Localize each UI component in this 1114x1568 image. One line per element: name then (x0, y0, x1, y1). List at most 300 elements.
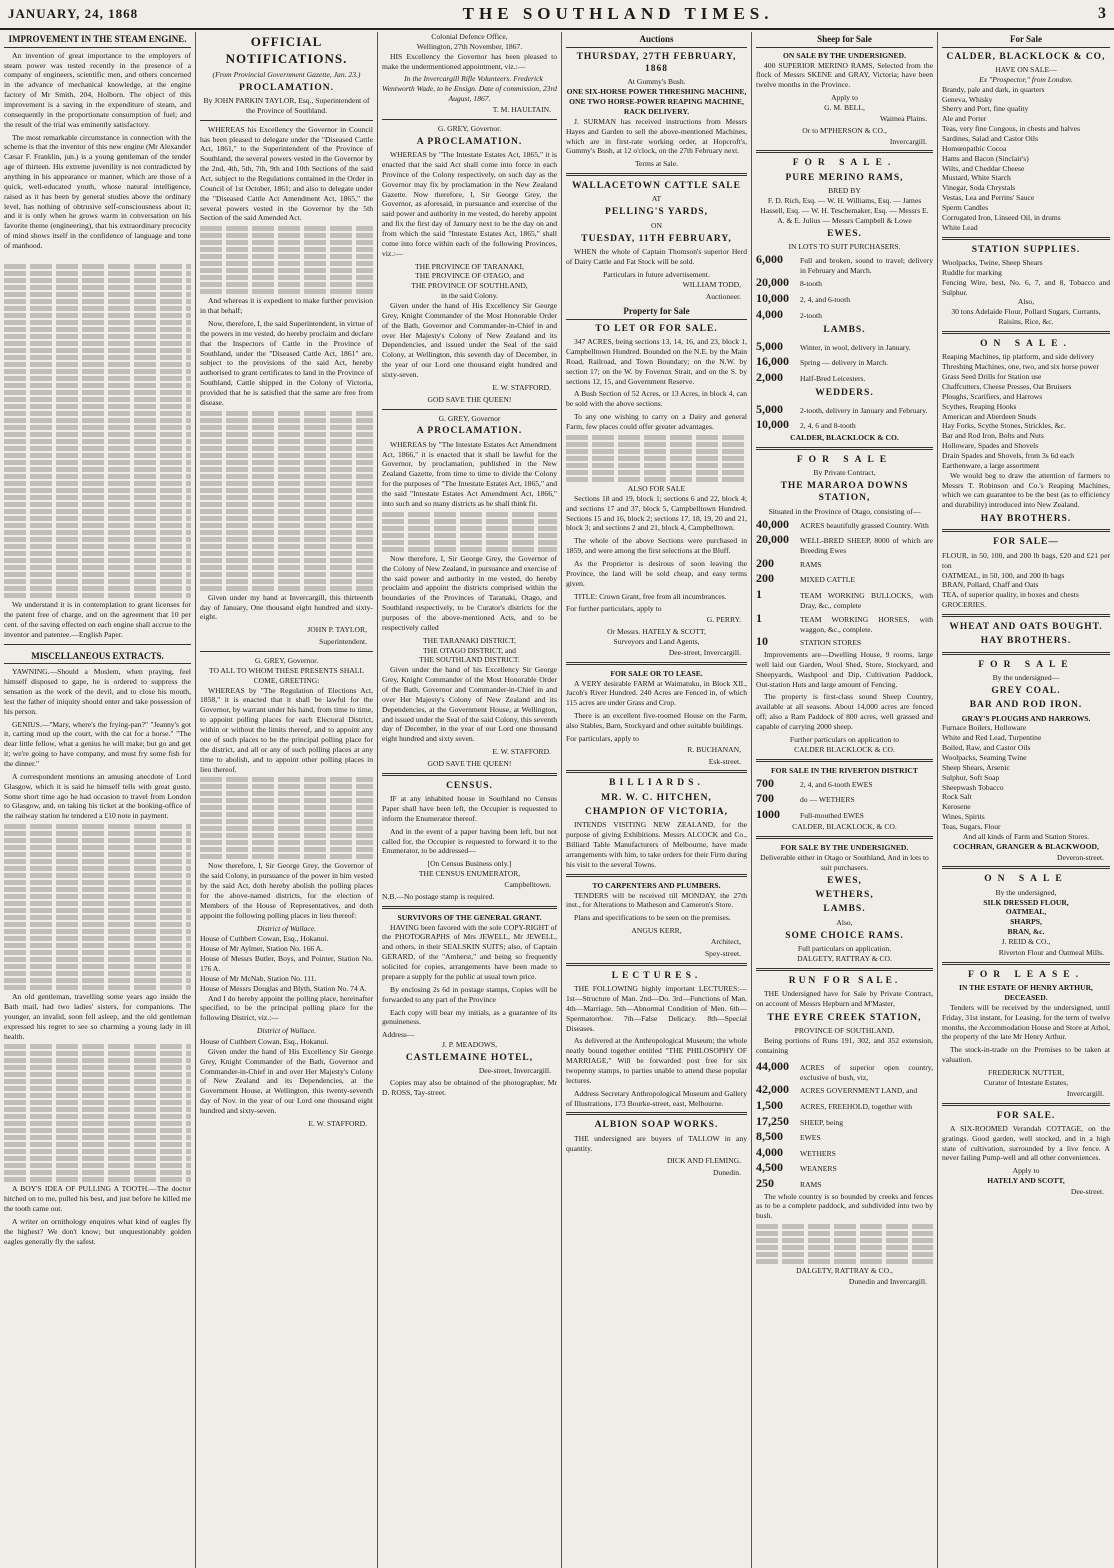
breeders: F. D. Rich, Esq. — W. H. Williams, Esq. — James Hassell, Esq. — W. H. Teschemaker, Esq. — Messrs E. A. & E. Julius — Messrs Campbell & Lowe (760, 195, 929, 225)
stock-row (756, 307, 933, 323)
stock-desc: TEAM WORKING BULLOCKS, with Dray, &c., complete (800, 591, 933, 610)
ad-line: Also, (836, 917, 853, 927)
province: in the said Colony. (441, 291, 498, 301)
ad-heading: FOR SALE (978, 659, 1074, 670)
ad-paragraph: Being portions of Runs 191, 302, and 352 extension, containing (756, 1035, 933, 1055)
goods-item: Scythes, Reaping Hooks (942, 401, 1017, 411)
stock-desc: ACRES of superior open country, exclusive of bush, viz, (800, 1062, 933, 1082)
ad-line: Deliverable either in Otago or Southland, And in lots to suit purchasers. (760, 853, 929, 872)
ad-heading: THE MARAROA DOWNS STATION, (780, 480, 909, 504)
article-paragraph: YAWNING.—Should a Moslem, when praying, feel himself disposed to gape, he is ordered to suppress the sensation as the work of the devil, and to close his mouth, lest the father of iniquity should enter and take possession of his person. (4, 667, 191, 716)
ad-address: Dee-street, Invercargill. (668, 647, 741, 657)
ad-heading: THE EYRE CREEK STATION, (767, 1012, 922, 1023)
proclamation-heading: PROCLAMATION. (239, 82, 334, 93)
stock-count: 20,000 (756, 532, 789, 547)
ad-paragraph: Copies may also be obtained of the photographer, Mr D. ROSS, Tay-street. (382, 1078, 557, 1097)
ad-paragraph: The stock-in-trade on the Premises to be taken at valuation. (942, 1045, 1110, 1065)
ad-paragraph: The property is first-class sound Sheep Country, available at all seasons. About 14,000 acres are fenced off; also a Ram Paddock of 800 acres, well grassed and capable of carrying 2000 sheep. (756, 692, 933, 732)
riverton-list (756, 776, 933, 823)
ad-line: Apply to (831, 93, 858, 103)
stock-desc: WEANERS (800, 1164, 837, 1174)
goods-item: Chaffcutters, Cheese Presses, Oat Bruisers (942, 381, 1072, 391)
stock-count: 10,000 (756, 417, 789, 432)
ad-heading: PROVINCE OF SOUTHLAND. (794, 1026, 895, 1036)
goods-item: Sheep Shears, Arsenic (942, 762, 1010, 772)
census-address: THE CENSUS ENUMERATOR, (418, 869, 521, 879)
ad-paragraph: Plans and specifications to be seen on the premises. (574, 913, 731, 923)
appointment: In the Invercargill Rifle Volunteers. Frederick Wentworth Wade, to be Ensign. Date of commission, 23rd August, 1867. (382, 74, 557, 104)
ad-line: Apply to (1012, 1166, 1040, 1176)
ad-name: DICK AND FLEMING. (666, 1156, 741, 1166)
ad-item: EWES, (827, 875, 862, 886)
ad-heading: ALBION SOAP WORKS. (594, 1120, 719, 1131)
column-4 (562, 32, 752, 1568)
stock-row (756, 1129, 933, 1145)
ad-name: COCHRAN, GRANGER & BLACKWOOD, (953, 841, 1099, 851)
census-paragraph: IF at any inhabited house in Southland no Census Paper shall have been left, the Occupier is requested to inform the Enumerator thereof. (382, 794, 557, 823)
goods-item: Mustard, White Starch (942, 173, 1011, 183)
stock-row (756, 634, 933, 650)
polling-place: House of Mr Aylmer, Station No. 166 A. (200, 944, 324, 954)
stock-desc: Full-mouthed EWES (800, 810, 864, 820)
goods-item: Earthenware, a large assortment (942, 460, 1040, 470)
stock-desc: ACRES GOVERNMENT LAND, and (800, 1086, 918, 1096)
goods-item: Sheepwash Tobacco (942, 782, 1004, 792)
stock-count: 1000 (756, 806, 780, 821)
ad-paragraph: We would beg to draw the attention of farmers to Messrs T. Robinson and Co.'s Reaping Machines, which we can guarantee to be the best (as to efficiency and durability) introduced into New Zealand. (942, 470, 1110, 510)
station-list (756, 517, 933, 651)
ad-heading: CHAMPION OF VICTORIA, (584, 807, 728, 818)
goods-item: Sulphur, Soft Soap (942, 772, 1000, 782)
stock-row (756, 417, 933, 433)
ad-paragraph: J. SURMAN has received instructions from Messrs Hayes and Garden to sell the above-mentioned Machines, which are in first-rate working order, at Hopcroft's, Gummy's Bush, at 12 o'clock, on the 27th February next. (566, 116, 747, 156)
goods-item: Ploughs, Scarifiers, and Harrows (942, 391, 1043, 401)
ad-item: OATMEAL, (1005, 907, 1047, 917)
office-name: Colonial Defence Office, (431, 32, 508, 41)
notice-paragraph: And whereas it is expedient to make further provision in that behalf; (200, 296, 373, 316)
ad-paragraph: As the Proprietor is desirous of soon leaving the Province, the land will be sold cheap, and easy terms given. (566, 558, 747, 588)
ad-heading: WALLACETOWN CATTLE SALE (572, 181, 741, 192)
ad-address: Invercargill. (889, 136, 927, 146)
stock-count: 200 (756, 555, 774, 570)
polling-place: House of Messrs Douglas and Blyth, Station No. 74 A. (200, 983, 367, 993)
ad-line: By the undersigned, (995, 887, 1057, 897)
ad-item: GRAY'S PLOUGHS AND HARROWS. (961, 713, 1091, 723)
ad-name: G. M. BELL, (824, 102, 865, 112)
goods-item: Kerosene (942, 802, 971, 812)
article-paragraph: An invention of great importance to the employers of steam power was tested recently in the presence of a company of engineers, scientific men, and others concerned in the advance of mechanical knowledge, at the engine factory of Mr Smith, 204, Holborn. The object of this improvement is a saving in the expenditure of steam, and consequently in the proportionate consumption of fuel; and the result of the trial was eminently satisfactory. (4, 50, 191, 129)
goods-item: American and Aberdeen Snuds (942, 411, 1037, 421)
stock-row (756, 807, 933, 823)
ad-paragraph: WHEN the whole of Captain Thomson's superior Herd of Dairy Cattle and Fat Stock will be sold. (566, 246, 747, 266)
ad-heading: TUESDAY, 11TH FEBRUARY, (581, 233, 732, 244)
ad-name: CALDER BLACKLOCK & CO. (794, 744, 895, 754)
stock-desc: Full and broken, sound to travel; delivery in February and March. (800, 255, 933, 275)
ad-name: ANGUS KERR, (631, 926, 682, 936)
goods-item: Hay Forks, Scythe Stones, Strickles, &c. (942, 421, 1066, 431)
signature: E. W. STAFFORD. (492, 382, 551, 392)
article-paragraph: GENIUS.—"Mary, where's the frying-pan?" "Jeanny's got it, carting mud up the court, with the cat for a horse." "The dear little fellow, what a genius he will make; but go and get it; we're going to have company, and must fry some fish for the dinner." (4, 719, 191, 768)
ad-line: BRED BY (828, 186, 861, 196)
stock-row (756, 791, 933, 807)
ad-address: Riverton Flour and Oatmeal Mills. (998, 947, 1104, 957)
stock-count: 700 (756, 791, 774, 806)
district: THE SOUTHLAND DISTRICT. (419, 655, 520, 665)
ad-item: GREY COAL. (991, 685, 1061, 696)
goods-item: Drain Spades and Shovels, from 3s 6d each (942, 450, 1075, 460)
lambs-list (756, 339, 933, 386)
ad-title: Surveyors and Land Agents, (613, 636, 700, 646)
ad-line: AT (651, 194, 662, 204)
stock-row (756, 1160, 933, 1176)
notice-paragraph: Now therefore, I, Sir George Grey, the Governor of the Colony of New Zealand, in pursuance and exercise of the said power and authority in me vested, do hereby proclaim and appoint the districts comprised within the boundaries of the Provinces of Taranaki, Otago, and Southland respectively, to be Curator's districts for the purposes of the above-mentioned Acts, and to be respectively called (382, 553, 557, 632)
ad-paragraph: THE FOLLOWING highly important LECTURES:—1st—Structure of Man. 2nd—Do. 3rd—Functions of Man. 4th—Marriage. 5th—Abnormal Condition of Men. 6th—Spermatorrhoe. 7th—False Delicacy. 8th—Special Diseases. (566, 984, 747, 1033)
ad-heading: MR. W. C. HITCHEN, (601, 792, 712, 803)
ad-paragraph: There is an excellent five-roomed House on the Farm, also Stables, Barn, Stockyard and other suitable buildings. (566, 711, 747, 730)
stock-desc: 2, 4, 6 and 8-tooth (800, 421, 856, 431)
ad-item: BAR AND ROD IRON. (969, 700, 1083, 711)
auction-item: ONE SIX-HORSE POWER THRESHING MACHINE, ONE TWO HORSE-POWER REAPING MACHINE, RACK DELIVERY. (566, 87, 747, 116)
ad-paragraph: 400 SUPERIOR MERINO RAMS, Selected from the flock of Messrs SKENE and GRAY, Victoria; have been twelve months in the Province. (756, 60, 933, 90)
article-paragraph: An old gentleman, travelling some years ago inside the Bath mail, had two ladies' sisters, for companions. The younger, an invalid, soon fell asleep, and the old gentleman expressed his regret to see so charming a young lady in ill health. (4, 992, 191, 1041)
stock-count: 1,500 (756, 1097, 783, 1112)
stock-row (756, 611, 933, 635)
goods-item: Woolpacks, Twine, Sheep Shears (942, 257, 1043, 267)
ad-heading: PURE MERINO RAMS, (785, 172, 904, 183)
goods-item: Vestas, Lea and Perrins' Sauce (942, 193, 1035, 203)
stock-desc: RAMS (800, 1179, 822, 1189)
goods-item: Grass Seed Drills for Station use (942, 372, 1042, 382)
ad-name: DALGETY, RATTRAY & CO. (797, 953, 892, 963)
stock-count: 44,000 (756, 1058, 789, 1073)
stock-count: 17,250 (756, 1113, 789, 1128)
ad-line: By the undersigned— (992, 672, 1060, 682)
ad-item: SHARPS, (1010, 917, 1042, 927)
goods-list (942, 551, 1110, 610)
polling-place: House of Messrs Butler, Boys, and Pointer, Station No. 176 A. (200, 954, 373, 973)
goods-item: Geneva, Whisky (942, 94, 993, 104)
stock-desc: 2-tooth (800, 310, 822, 320)
stock-desc: 2, 4, and 6-tooth (800, 295, 850, 305)
stock-desc: ACRES beautifully grassed Country. With (800, 520, 929, 530)
stock-count: 5,000 (756, 401, 783, 416)
page-number: 3 (1097, 5, 1106, 22)
goods-list (942, 85, 1110, 233)
goods-item: Homœopathic Cocoa (942, 143, 1007, 153)
ad-line: Terms at Sale. (634, 159, 679, 169)
ad-name: CALDER, BLACKLOCK, & CO. (792, 822, 897, 832)
ad-line: Address— (382, 1030, 415, 1040)
ad-paragraph: Sections 18 and 19, block 1; sections 6 and 22, block 4; and sections 17 and 37, block 5, Campbelltown Hundred. Sections 15 and 16, block 2; sections 17, 18, 19, 20 and 21, block 3; and sections 2 and 21, block 4, Campbelltown. (566, 493, 747, 533)
signature: T. M. HAULTAIN. (492, 105, 551, 115)
census-address: Campbelltown. (504, 880, 551, 890)
stock-desc: STATION STORES (800, 638, 862, 648)
stock-row (756, 571, 933, 587)
ad-name: R. BUCHANAN, (687, 744, 741, 754)
section-title: OFFICIAL NOTIFICATIONS. (225, 34, 348, 66)
proclamation-byline: By JOHN PARKIN TAYLOR, Esq., Superintendent of the Province of Southland. (203, 95, 370, 115)
ad-heading: BILLIARDS. (609, 778, 704, 789)
goods-item: FLOUR, in 50, 100, and 200 lb bags, £20 and £21 per ton (942, 550, 1110, 570)
ad-paragraph: A SIX-ROOMED Verandah COTTAGE, on the gratings. Good garden, well stocked, and in a high state of cultivation, surrounded by a live fence. A never failing Pump-well and all other conveniences. (942, 1123, 1110, 1163)
stock-row (756, 370, 933, 386)
greeting-line: TO ALL TO WHOM THESE PRESENTS SHALL COME, GREETING: (208, 665, 365, 685)
ad-name: CALDER, BLACKLOCK & CO. (790, 432, 899, 442)
goods-list (942, 352, 1110, 470)
goods-item: Vinegar, Soda Chrystals (942, 183, 1016, 193)
ad-paragraph: HAVING been favored with the sole COPY-RIGHT of the PHOTOGRAPHS of Mrs JEWELL, Mr JEWELL, and others, in their SEALSKIN SUITS; also, of Captain GERARD, of the "Amherst," and being so frequently solicited for copies, arrangements have been made to prepare a supply for the public at usual town price. (382, 922, 557, 981)
stock-desc: WELL-BRED SHEEP, 8000 of which are Breeding Ewes (800, 536, 933, 555)
ad-line: Particulars in future advertisement. (603, 269, 710, 279)
goods-item: Sherry and Port, fine quality (942, 104, 1029, 114)
ad-line: ON (651, 220, 662, 230)
ad-address: Dunedin. (712, 1168, 741, 1178)
ewes-list (756, 252, 933, 323)
notice-paragraph: Now, therefore, I, the said Superintendent, in virtue of the powers in me vested, do hereby proclaim and declare that the Inspectors of Cattle in the Province of Southland, under the "Diseased Cattle Act, 1861" are, subject to the provisions of the said Act, hereby authorised to grant certificates to land in the Province of Southland, Cattle shipped in the Colony of Victoria, provided that he is satisfied that the same are free from disease. (200, 319, 373, 407)
ad-address: Spey-street. (704, 948, 741, 958)
ad-item: WETHERS, (815, 890, 874, 901)
ad-paragraph: TITLE: Crown Grant, free from all incumbrances. (574, 591, 727, 601)
ad-line: By Private Contract, (813, 468, 876, 478)
stock-desc: ACRES, FREEHOLD, together with (800, 1101, 913, 1111)
ad-line: And all kinds of Farm and Station Stores. (962, 831, 1090, 841)
stock-row (756, 354, 933, 370)
columns (0, 32, 1114, 1568)
stock-count: 5,000 (756, 338, 783, 353)
ad-line: IN LOTS TO SUIT PURCHASERS. (788, 241, 901, 251)
god-save-queen: GOD SAVE THE QUEEN! (427, 394, 512, 404)
office-date: Wellington, 27th November, 1867. (416, 41, 523, 51)
god-save-queen: GOD SAVE THE QUEEN! (427, 758, 512, 768)
stock-row (756, 291, 933, 307)
ad-item: SILK DRESSED FLOUR, (983, 897, 1069, 907)
ad-paragraph: By enclosing 2s 6d in postage stamps, Copies will be forwarded to any part of the Province (382, 984, 557, 1004)
ad-line: 30 tons Adelaide Flour, Pollard Sugars, Currants, Raisins, Rice, &c. (951, 307, 1101, 327)
wedders-list (756, 402, 933, 433)
ad-item: BRAN, &c. (1007, 927, 1045, 937)
ad-heading: FOR SALE (796, 454, 893, 465)
ad-address: Waimea Plains. (879, 113, 927, 123)
goods-item: BRAN, Pollard, Chaff and Oats (942, 580, 1039, 590)
stock-count: 10 (756, 634, 768, 649)
stock-desc: EWES (800, 1133, 821, 1143)
ad-line: HAVE ON SALE— (995, 65, 1057, 75)
stock-desc: RAMS (800, 559, 822, 569)
section-heading: Property for Sale (566, 304, 747, 320)
stock-desc: MIXED CATTLE (800, 575, 856, 585)
notice-paragraph: WHEREAS by "The Intestate Estates Act, 1865," it is enacted that the said Act shall come into force in each Province of the Colony respectively, on such day as the Governor may fix by proclamation in the New Zealand Gazette. Now therefore, I, Sir George Grey, the Governor, as aforesaid, in pursuance and exercise of the said power and authority in me vested, do hereby appoint and fix the first day of January next to be the day on and from which the said "Intestate Estates Act, 1865," shall come into force within each of the following Provinces, viz.:— (382, 150, 557, 258)
notice-paragraph: Now therefore, I, Sir George Grey, the Governor of the said Colony, in pursuance of the power in him vested by the said Act, doth hereby abolish the polling places for the above-named districts, for the election of Members of the House of Representatives, and doth appoint the following polling places in lieu thereof: (200, 861, 373, 920)
stock-count: 4,000 (756, 306, 783, 321)
district: THE OTAGO DISTRICT, and (423, 645, 516, 655)
ad-title: Curator of Intestate Estates, (983, 1077, 1069, 1087)
notice-paragraph: HIS Excellency the Governor has been pleased to make the undermentioned appointment, viz.:— (382, 51, 557, 71)
ad-heading: WEDDERS. (815, 388, 874, 399)
stock-row (756, 1059, 933, 1083)
stock-row (756, 402, 933, 418)
ad-title: Architect, (710, 937, 741, 947)
section-heading: Sheep for Sale (756, 32, 933, 48)
goods-item: Holloware, Spades and Shovels (942, 441, 1039, 451)
ad-name: WILLIAM TODD, (682, 280, 741, 290)
goods-item: Boiled, Raw, and Castor Oils (942, 743, 1031, 753)
ad-name: HAY BROTHERS. (980, 636, 1072, 647)
ad-paragraph: To any one wishing to carry on a Dairy and general Farm, few places could offer greater advantages. (566, 412, 747, 432)
ad-heading: FOR SALE. (792, 158, 897, 169)
census-note: N.B.—No postage stamp is required. (382, 891, 495, 901)
stock-row (756, 1098, 933, 1114)
stock-row (756, 1114, 933, 1130)
notice-paragraph: Given under the hand of His Excellency Sir George Grey, Knight Commander of the Bath, Governor and Commander-in-Chief in and over Her Majesty's Colony of New Zealand and its Dependencies, at the Government House, at Wellington, this twenty-seventh day of Nov. in the year of our Lord one thousand eight hundred and sixty-seven. (200, 1046, 373, 1115)
signature: E. W. STAFFORD. (492, 747, 551, 757)
ad-heading: FOR SALE. (996, 1110, 1056, 1121)
ad-paragraph: INTENDS VISITING NEW ZEALAND, for the purpose of giving Exhibitions. Messrs ALCOCK and Co., Billiard Table Manufacturers of Melbourne, have made arrangements with him, to take orders for their Firm during his visit to the several Towns. (566, 820, 747, 869)
goods-item: Furnace Boilers, Holloware (942, 723, 1027, 733)
goods-item: Teas, Sugars, Flour (942, 821, 1001, 831)
goods-item: White and Red Lead, Turpentine (942, 733, 1042, 743)
goods-item: TEA, of superior quality, in boxes and chests (942, 590, 1079, 600)
article-title: IMPROVEMENT IN THE STEAM ENGINE. (4, 32, 191, 48)
polling-place: House of Mr McNab, Station No. 111. (200, 973, 317, 983)
stock-count: 40,000 (756, 516, 789, 531)
ad-heading: FOR SALE— (993, 537, 1059, 548)
ad-item: LAMBS. (823, 904, 866, 915)
column-1 (0, 32, 196, 1568)
signature: JOHN P. TAYLOR, (307, 625, 367, 635)
ad-address: Invercargill. (1066, 1088, 1104, 1098)
stock-row (756, 1082, 933, 1098)
ad-heading: CALDER, BLACKLOCK & CO, (946, 51, 1106, 62)
illegible-text (4, 254, 191, 262)
ad-heading: LECTURES. (611, 970, 702, 981)
ad-title: Auctioneer. (705, 292, 741, 302)
goods-item: Hams and Bacon (Sinclair's) (942, 153, 1029, 163)
goods-item: Woolpacks, Seaming Twine (942, 752, 1027, 762)
stock-count: 200 (756, 571, 774, 586)
ad-line: For further particulars, apply to (566, 604, 662, 614)
goods-item: Ruddle for marking (942, 267, 1002, 277)
article-paragraph: A correspondent mentions an amusing anecdote of Lord Glasgow, which it is said he himself tells with great gusto. Some short time ago he had occasion to travel from London to Glasgow, and, on taking his ticket at the booking-office of the railway station he tendered a £10 note in payment. (4, 771, 191, 821)
ad-name: J. P. MEADOWS, (441, 1040, 498, 1050)
column-2 (196, 32, 378, 1568)
stock-count: 4,000 (756, 1144, 783, 1159)
stock-count: 4,500 (756, 1160, 783, 1175)
ad-heading: FOR SALE BY THE UNDERSIGNED. (780, 843, 909, 853)
ad-address: Dee-street, Invercargill. (478, 1066, 551, 1076)
ad-name: Or Messrs. HATELY & SCOTT, (607, 627, 706, 637)
ad-heading: EWES. (827, 228, 862, 239)
stock-desc: do — WETHERS (800, 795, 855, 805)
stock-count: 2,000 (756, 369, 783, 384)
ad-paragraph: Address Secretary Anthropological Museum and Gallery of Illustrations, 173 Bourke-street, east, Melbourne. (566, 1088, 747, 1108)
ad-heading: LAMBS. (823, 325, 866, 336)
ad-heading: ON SALE (984, 874, 1068, 885)
auction-place: At Gummy's Bush. (627, 77, 686, 87)
stock-row (756, 556, 933, 572)
stock-desc: 2, 4, and 6-tooth EWES (800, 779, 873, 789)
ad-address: Dee-street. (1070, 1187, 1104, 1197)
ad-paragraph: The whole of the above Sections were purchased in 1859, and were among the first selections at the Bluff. (566, 536, 747, 556)
stock-count: 700 (756, 775, 774, 790)
goods-item: Wilts, and Cheddar Cheese (942, 163, 1025, 173)
stock-count: 1 (756, 587, 762, 602)
signature: E. W. STAFFORD. (308, 1118, 367, 1128)
ad-line: IN THE ESTATE OF HENRY ARTHUR, DECEASED. (959, 983, 1093, 1002)
goods-item: Teas, very fine Congous, in chests and halves (942, 124, 1081, 134)
ad-paragraph: As delivered at the Anthropological Museum; the whole neatly bound together entitled "THE PHILOSOPHY OF MARRIAGE," Will be forwarded post free for six twopenny stamps, to parties unable to attend these popular lectures. (566, 1036, 747, 1085)
ad-paragraph: Improvements are—Dwelling House, 9 rooms, large well laid out Garden, Wool Shed, Store, Stockyard, and Sheepyards, Washpool and Dip, Cultivation Paddock, Out-station Huts and large amount of Fencing. (756, 650, 933, 689)
stock-row (756, 587, 933, 611)
stock-desc: WETHERS (800, 1148, 836, 1158)
auction-date: THURSDAY, 27TH FEBRUARY, 1868 (576, 51, 737, 75)
article-paragraph: A BOY'S IDEA OF PULLING A TOOTH.—The doctor hitched on to me, pulled his best, and just before he killed me the tooth came out. (4, 1184, 191, 1214)
column-6 (938, 32, 1114, 1568)
notice-paragraph: WHEREAS by "The Intestate Estates Act Amendment Act, 1866," it is enacted that it shall be lawful for the Governor, by proclamation, published in the New Zealand Gazette, from time to time to divide the Colony for the purposes of "The Intestate Estates Act, 1865," and the said "Intestate Estates Act Amendment Act, 1866," into such and so many districts as he shall think fit. (382, 439, 557, 508)
stock-row (756, 1145, 933, 1161)
eyre-list (756, 1059, 933, 1192)
province: THE PROVINCE OF OTAGO, and (415, 271, 524, 281)
column-3 (378, 32, 562, 1568)
stock-row (756, 776, 933, 792)
notice-paragraph: WHEREAS by "The Regulation of Elections Act, 1858," it is enacted that it shall be lawful for the Governor, by warrant under his hand, from time to time, to appoint polling places for each Electoral District, within or without the limits thereof, and to appoint any one of such places to be the principal polling place for the district, and all or any of such polling places at any time to abolish, and to appoint other polling places in lieu thereof. (200, 685, 373, 774)
stock-count: 42,000 (756, 1082, 789, 1097)
article-paragraph: A writer on ornithology enquires what kind of eagles fly the highest? We don't know; but unquestionably golden eagles generally fly the safest. (4, 1217, 191, 1246)
goods-list (942, 723, 1110, 831)
ad-line: Full particulars on application. (797, 943, 892, 953)
ad-paragraph: A VERY desirable FARM at Waimatuku, in Block XII., Jacob's River Hundred. 240 Acres are Fenced in, of which 115 acres are under Grass and Crop. (566, 678, 747, 708)
district-heading: District of Wallace. (257, 1026, 316, 1036)
ad-paragraph: THE Undersigned have for Sale by Private Contract, on account of Messrs Hepburn and M'Master, (756, 989, 933, 1008)
ad-heading: RUN FOR SALE. (788, 975, 901, 986)
stock-count: 16,000 (756, 354, 789, 369)
district-heading: District of Wallace. (257, 923, 316, 933)
stock-row (756, 532, 933, 556)
ad-heading: PELLING'S YARDS, (605, 207, 708, 218)
governor-line: G. GREY, Governor (438, 413, 501, 423)
ad-heading: STATION SUPPLIES. (971, 244, 1081, 255)
goods-item: Reaping Machines, tip platform, and side delivery (942, 352, 1095, 362)
ad-line: Ex "Prospector," from London. (979, 74, 1073, 84)
goods-item: Sperm Candles (942, 203, 989, 213)
ad-paragraph: 347 ACRES, being sections 13, 14, 16, and 23, block 1, Campbelltown Hundred. Bounded on the N.E. by the Main Road, Railroad, and Town Boundary; on the N.W. by section 17; on the W. by Fovenux Strait, and on the S. by sections 12, 15, and Government Reserve. (566, 337, 747, 386)
ad-paragraph: TENDERS will be received till MONDAY, the 27th inst., for Alterations to Matheson and Cameron's Store. (566, 890, 747, 910)
stock-desc: TEAM WORKING HORSES, with waggon, &c., complete. (800, 614, 933, 634)
stock-count: 250 (756, 1175, 774, 1190)
column-5 (752, 32, 938, 1568)
province: THE PROVINCE OF SOUTHLAND, (411, 281, 528, 291)
ad-heading: WHEAT AND OATS BOUGHT. (949, 621, 1103, 632)
goods-item: OATMEAL, in 50, 100, and 200 lb bags (942, 570, 1065, 580)
ad-name: HAY BROTHERS. (980, 514, 1072, 525)
goods-item: Wines, Spirits (942, 812, 985, 822)
ad-heading: SURVIVORS OF THE GENERAL GRANT. (397, 912, 542, 922)
gazette-source: (From Provincial Government Gazette, Jan. 23.) (212, 69, 361, 79)
polling-place: House of Cuthbert Cowan, Esq., Hokanui. (200, 1036, 329, 1046)
goods-item: Threshing Machines, one, two, and six horse power (942, 362, 1099, 372)
ad-line: Situated in the Province of Otago, consisting of— (768, 506, 921, 516)
ad-address: Deveron-street. (1056, 852, 1104, 862)
signature-title: Superintendent. (319, 637, 367, 647)
stock-row (756, 252, 933, 276)
notice-paragraph: Given under the hand of His Excellency Sir George Grey, Knight Commander of the Most Honorable Order of the Bath, Governor and Commander-in-Chief in and over Her Majesty's Colony of New Zealand and its Dependencies, and issued under the Seal of the said Colony, at Wellington, this seventh day of December, in the year of our Lord one thousand eight hundred and sixty-seven. (382, 300, 557, 379)
census-address: [On Census Business only.] (427, 859, 512, 869)
goods-item: White Lead (942, 222, 978, 232)
ad-item: SOME CHOICE RAMS. (785, 930, 904, 941)
ad-name: J. REID & CO., (1001, 937, 1051, 947)
stock-row (756, 1176, 933, 1192)
ad-paragraph: A Bush Section of 52 Acres, or 13 Acres, in block 4, can be sold with the above sections. (566, 389, 747, 409)
notice-paragraph: And I do hereby appoint the polling place, hereinafter specified, to be the principal polling place for the following District, viz.:— (200, 993, 373, 1023)
